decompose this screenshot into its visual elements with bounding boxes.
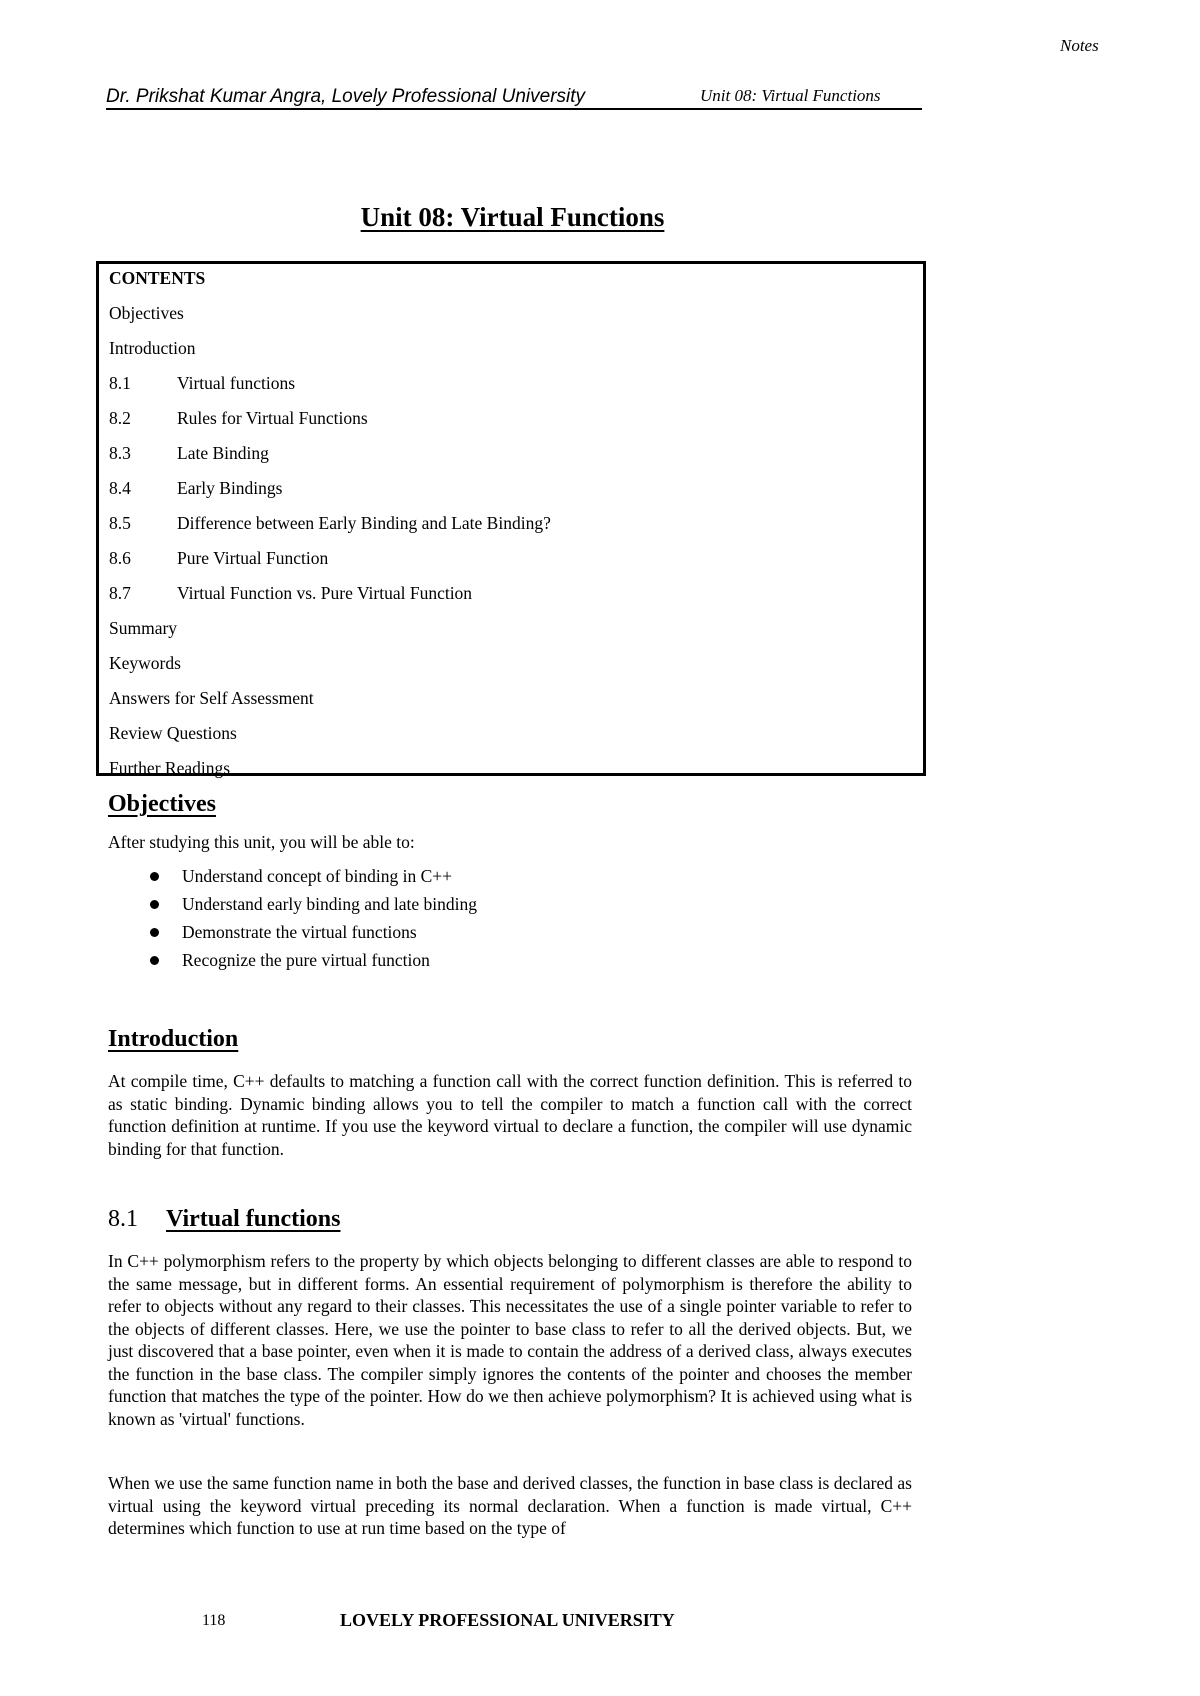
contents-item-label: Difference between Early Binding and Late Binding? <box>177 513 551 533</box>
contents-item <box>109 337 196 359</box>
section-8-1-heading <box>108 1206 340 1233</box>
contents-item-number: 8.5 <box>109 513 131 533</box>
section-8-1-paragraph-1: In C++ polymorphism refers to the property by which objects belonging to different classes are able to respond to the same message, but in different forms. An essential requirement of polymorphism is therefore the ability to refer to objects without any regard to their classes. This necessitates the use of a single pointer variable to refer to the objects of different classes. Here, we use the pointer to base class to refer to all the derived objects. But, we just discovered that a base pointer, even when it is made to contain the address of a derived class, always executes the function in the base class. The compiler simply ignores the contents of the pointer and chooses the member function that matches the type of the pointer. How do we then achieve polymorphism? It is achieved using what is known as 'virtual' functions. <box>108 1251 912 1429</box>
introduction-paragraph: At compile time, C++ defaults to matching a function call with the correct function definition. This is referred to as static binding. Dynamic binding allows you to tell the compiler to match a function call with the correct function definition at runtime. If you use the keyword virtual to declare a function, the compiler will use dynamic binding for that function. <box>108 1071 912 1159</box>
section-number: 8.1 <box>108 1206 138 1232</box>
contents-item <box>109 407 368 429</box>
contents-box <box>96 261 926 776</box>
objectives-list <box>108 862 477 974</box>
list-item <box>108 862 477 890</box>
contents-item-label: Late Binding <box>177 443 269 463</box>
contents-item <box>109 442 269 464</box>
contents-heading: CONTENTS <box>109 268 206 288</box>
contents-item <box>109 757 230 779</box>
contents-item <box>109 582 472 604</box>
introduction-heading: Introduction <box>108 1026 239 1052</box>
section-title: Virtual functions <box>166 1206 341 1232</box>
list-item-text: Understand early binding and late binding <box>182 894 477 914</box>
contents-item-label: Review Questions <box>109 723 237 743</box>
contents-item <box>109 512 551 534</box>
contents-item <box>109 302 184 324</box>
header-author: Dr. Prikshat Kumar Angra, Lovely Professional University <box>106 86 586 107</box>
section-8-1-paragraph-2: When we use the same function name in both the base and derived classes, the function in base class is declared as virtual using the keyword virtual preceding its normal declaration. When a function is made virtual, C++ determines which function to use at run time based on the type of <box>108 1473 912 1538</box>
contents-item <box>109 477 282 499</box>
contents-item-label: Further Readings <box>109 758 231 778</box>
contents-item <box>109 617 177 639</box>
list-item <box>108 918 477 946</box>
notes-label: Notes <box>1060 36 1099 55</box>
bullet-icon <box>150 872 159 881</box>
header-rule <box>106 108 922 110</box>
contents-item-label: Keywords <box>109 653 181 673</box>
objectives-lead: After studying this unit, you will be able to: <box>108 832 415 852</box>
contents-item <box>109 372 295 394</box>
bullet-icon <box>150 900 159 909</box>
contents-item-label: Introduction <box>109 338 196 358</box>
contents-item-label: Answers for Self Assessment <box>109 688 314 708</box>
page-number: 118 <box>202 1612 226 1629</box>
header-unit: Unit 08: Virtual Functions <box>700 86 881 105</box>
list-item-text: Recognize the pure virtual function <box>182 950 430 970</box>
contents-item-label: Pure Virtual Function <box>177 548 329 568</box>
contents-item <box>109 687 314 709</box>
contents-item-label: Early Bindings <box>177 478 283 498</box>
contents-item-label: Rules for Virtual Functions <box>177 408 368 428</box>
contents-item-number: 8.1 <box>109 373 131 393</box>
footer-university: LOVELY PROFESSIONAL UNIVERSITY <box>340 1610 675 1630</box>
list-item-text: Understand concept of binding in C++ <box>182 866 453 886</box>
contents-item-number: 8.3 <box>109 443 131 463</box>
list-item <box>108 946 477 974</box>
contents-item-label: Objectives <box>109 303 184 323</box>
page-title: Unit 08: Virtual Functions <box>360 202 665 232</box>
contents-item-label: Virtual Function vs. Pure Virtual Function <box>177 583 473 603</box>
contents-item-label: Virtual functions <box>177 373 296 393</box>
bullet-icon <box>150 956 159 965</box>
contents-item-label: Summary <box>109 618 178 638</box>
contents-item-number: 8.2 <box>109 408 131 428</box>
contents-item <box>109 652 181 674</box>
contents-item-number: 8.4 <box>109 478 131 498</box>
contents-item-number: 8.6 <box>109 548 131 568</box>
contents-item-number: 8.7 <box>109 583 131 603</box>
list-item-text: Demonstrate the virtual functions <box>182 922 417 942</box>
contents-item <box>109 547 328 569</box>
list-item <box>108 890 477 918</box>
bullet-icon <box>150 928 159 937</box>
contents-item <box>109 722 237 744</box>
objectives-heading: Objectives <box>108 791 216 817</box>
